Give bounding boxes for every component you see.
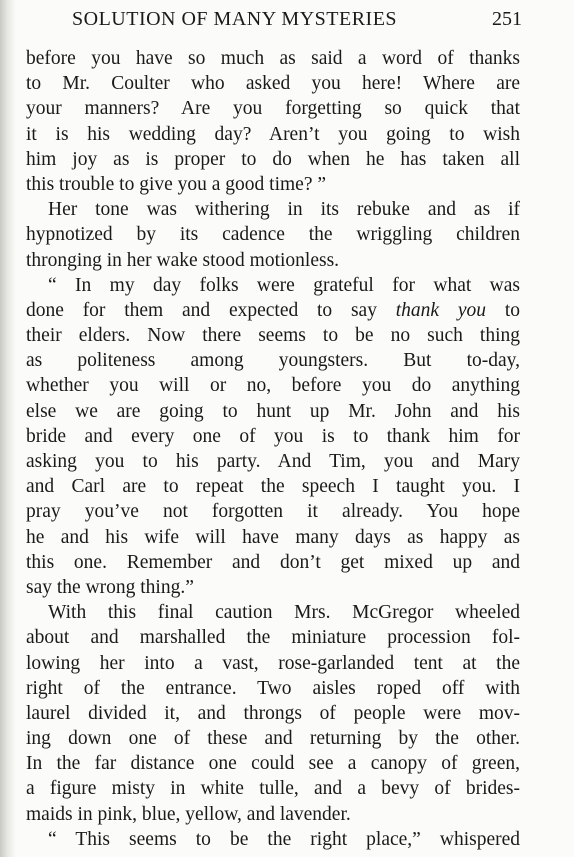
text-line: maids in pink, blue, yellow, and lavender.	[26, 803, 351, 825]
text-line: asking you to his party. And Tim, you and Mary	[26, 451, 520, 472]
text-line: he and his wife will have many days as happy as	[26, 526, 520, 548]
text-line: this one. Remember and don’t get mixed up and	[26, 551, 520, 573]
text-line: to Mr. Coulter who asked you here! Where are	[26, 73, 520, 95]
text-line: say the wrong thing.”	[26, 576, 194, 598]
text-line: Her tone was withering in its rebuke and as if	[48, 199, 520, 221]
text-line: this trouble to give you a good time? ”	[26, 173, 327, 195]
page-header	[72, 8, 522, 32]
text-line: lowing her into a vast, rose-garlanded tent at the	[26, 652, 520, 674]
text-line: as politeness among youngsters. But to-day,	[26, 350, 520, 372]
text-line: else we are going to hunt up Mr. John and his	[26, 400, 520, 422]
text-segment: done for them and expected to say	[26, 299, 396, 321]
text-line: it is his wedding day? Aren’t you going to wish	[26, 123, 520, 145]
text-line: hypnotized by its cadence the wriggling children	[26, 224, 520, 246]
text-line: their elders. Now there seems to be no such thing	[26, 325, 520, 347]
text-line: pray you’ve not forgotten it already. You hope	[26, 501, 520, 523]
text-line: “ In my day folks were grateful for what was	[48, 274, 520, 296]
running-title: SOLUTION OF MANY MYSTERIES	[72, 8, 398, 30]
emphasis-text: thank you	[395, 299, 487, 321]
text-line: ing down one of these and returning by the other.	[26, 728, 520, 750]
text-line: With this final caution Mrs. McGregor wheeled	[48, 602, 520, 624]
binding-gutter	[0, 0, 16, 857]
text-line: him joy as is proper to do when he has taken all	[26, 148, 520, 170]
page-number: 251	[492, 8, 522, 30]
text-line	[26, 298, 520, 323]
text-line: and Carl are to repeat the speech I taught you. I	[26, 476, 520, 498]
text-line: about and marshalled the miniature procession fol-	[26, 627, 520, 649]
text-line: whether you will or no, before you do anything	[26, 375, 520, 397]
text-line: In the far distance one could see a canopy of green,	[26, 753, 520, 775]
text-line: bride and every one of you is to thank him for	[26, 425, 520, 447]
text-line: right of the entrance. Two aisles roped off with	[26, 677, 520, 699]
body-text	[26, 46, 520, 852]
text-line: your manners? Are you forgetting so quick that	[26, 98, 520, 120]
text-line: before you have so much as said a word of thanks	[26, 48, 520, 69]
text-line: thronging in her wake stood motionless.	[26, 249, 340, 271]
text-line: laurel divided it, and throngs of people were mov-	[26, 702, 520, 724]
text-segment: to	[486, 299, 520, 321]
text-line: a figure misty in white tulle, and a bevy of brides-	[26, 778, 520, 800]
text-line: “ This seems to be the right place,” whispered	[48, 828, 520, 850]
